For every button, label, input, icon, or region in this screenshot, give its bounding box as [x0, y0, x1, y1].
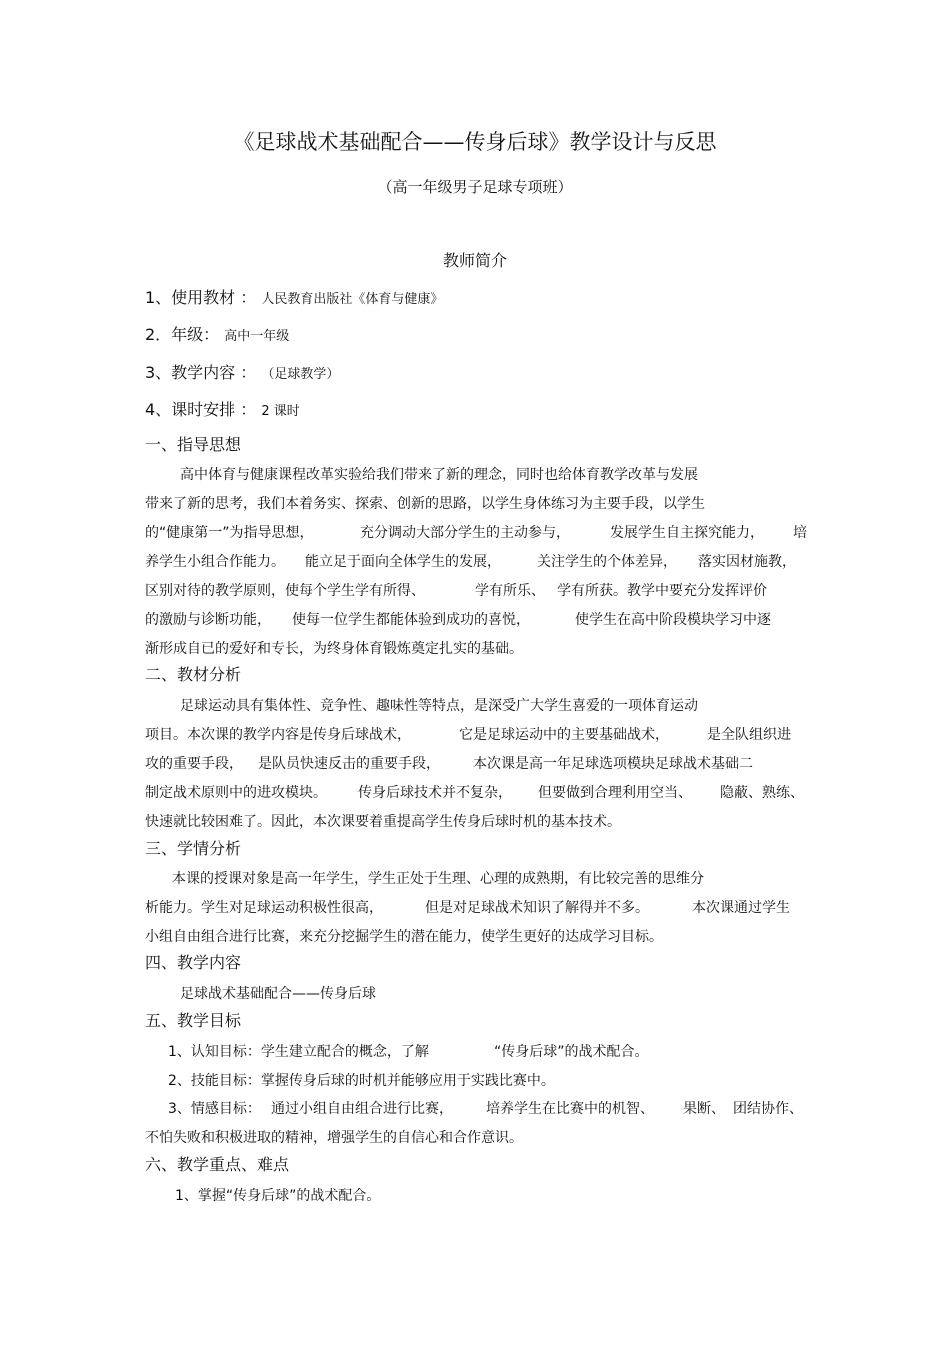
- paragraph-line: 本课的授课对象是高一年学生，学生正处于生理、心理的成熟期，有比较完善的思维分: [172, 871, 704, 887]
- section-heading-teaching-content: 四、教学内容: [145, 953, 242, 972]
- section-heading-guiding-ideology: 一、指导思想: [145, 435, 242, 454]
- info-label: 1、使用教材 ：: [145, 288, 257, 307]
- paragraph-line: 渐形成自已的爱好和专长，为终身体育锻炼奠定扎实的基础。: [145, 641, 523, 657]
- section-heading-teaching-goals: 五、教学目标: [145, 1011, 242, 1030]
- paragraph-line: 高中体育与健康课程改革实验给我们带来了新的理念，同时也给体育教学改革与发展: [180, 467, 698, 483]
- teacher-intro-heading: 教师简介: [442, 251, 507, 270]
- paragraph-line: 1、掌握“传身后球”的战术配合。: [175, 1188, 381, 1204]
- paragraph-line: 带来了新的思考，我们本着务实、探索、创新的思路，以学生身体练习为主要手段，以学生: [145, 496, 705, 512]
- info-value: 高中一年级: [224, 329, 290, 344]
- info-value: 2 课时: [261, 404, 300, 419]
- info-value: 人民教育出版社《体育与健康》: [261, 292, 444, 307]
- section-heading-student-analysis: 三、学情分析: [145, 839, 242, 858]
- paragraph-line: 2、技能目标：掌握传身后球的时机并能够应用于实践比赛中。: [168, 1073, 555, 1089]
- document-subtitle: （高一年级男子足球专项班）: [377, 178, 573, 196]
- info-label: 4、课时安排 ：: [145, 400, 257, 419]
- info-item-grade: [145, 326, 289, 346]
- paragraph-line: 足球战术基础配合——传身后球: [180, 986, 376, 1002]
- section-heading-key-points: 六、教学重点、难点: [145, 1155, 290, 1174]
- paragraph-line: 快速就比较困难了。因此，本次课要着重提高学生传身后球时机的基本技术。: [145, 814, 621, 830]
- info-value: （足球教学）: [261, 367, 340, 382]
- section-heading-material-analysis: 二、教材分析: [145, 665, 242, 684]
- info-label: 2．年级：: [145, 325, 220, 344]
- paragraph-line: 足球运动具有集体性、竞争性、趣味性等特点，是深受广大学生喜爱的一项体育运动: [180, 698, 698, 714]
- document-title: 《足球战术基础配合——传身后球》教学设计与反思: [233, 130, 717, 154]
- paragraph-line: 不怕失败和积极进取的精神，增强学生的自信心和合作意识。: [145, 1130, 523, 1146]
- info-label: 3、教学内容 ：: [145, 363, 257, 382]
- info-item-hours: [145, 401, 300, 421]
- paragraph-line: 小组自由组合进行比赛，来充分挖掘学生的潜在能力，使学生更好的达成学习目标。: [145, 929, 663, 945]
- info-item-material: [145, 289, 443, 309]
- info-item-content: [145, 364, 339, 384]
